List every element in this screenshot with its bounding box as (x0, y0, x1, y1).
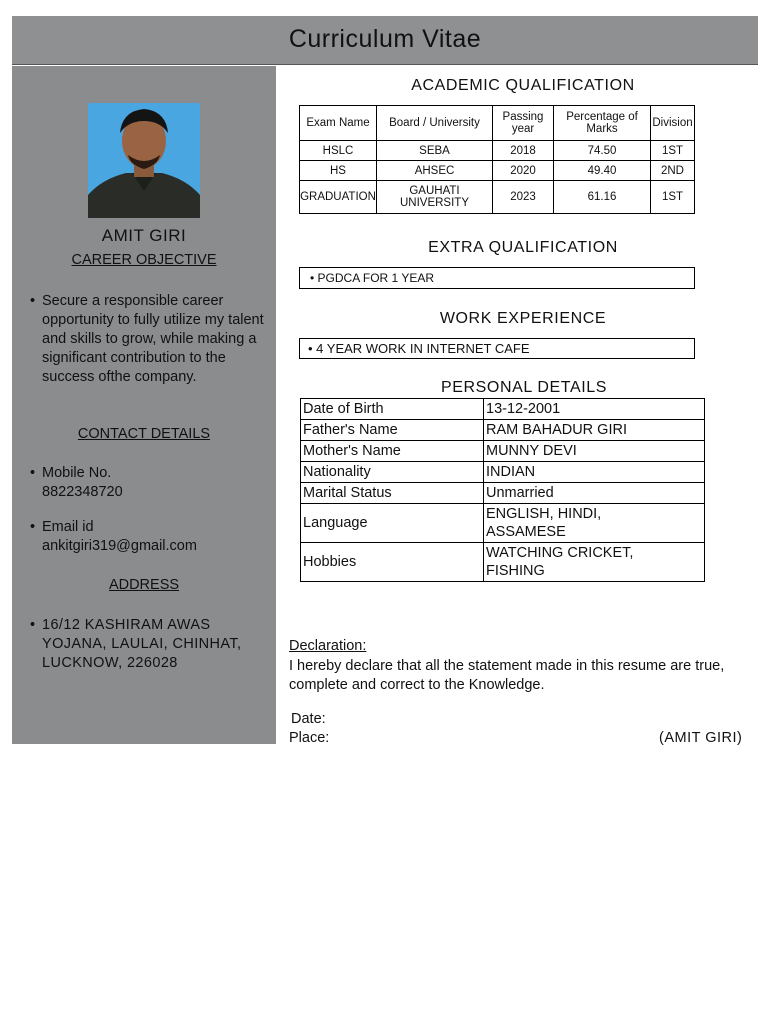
bullet: • (30, 465, 36, 481)
detail-value: 13-12-2001 (484, 399, 705, 420)
header-bar (12, 16, 758, 65)
table-row (300, 141, 695, 161)
table-row (301, 462, 705, 483)
column-header: Percentage of Marks (554, 106, 651, 141)
declaration-line: complete and correct to the Knowledge. (289, 677, 545, 693)
table-row (301, 441, 705, 462)
declaration-heading: Declaration: (289, 638, 367, 654)
bullet: • (30, 617, 36, 633)
detail-label: Father's Name (301, 420, 484, 441)
academic-table (299, 105, 695, 214)
column-header: Board / University (377, 106, 493, 141)
contact-details-heading: CONTACT DETAILS (77, 426, 211, 442)
table-header-row (300, 106, 695, 141)
column-header: Division (651, 106, 695, 141)
table-row (301, 504, 705, 543)
detail-value: INDIAN (484, 462, 705, 483)
table-cell: GRADUATION (300, 181, 377, 214)
detail-label: Language (301, 504, 484, 543)
personal-details-title: PERSONAL DETAILS (440, 379, 608, 396)
table-cell: HS (300, 161, 377, 181)
detail-value: WATCHING CRICKET, FISHING (484, 543, 705, 582)
detail-label: Nationality (301, 462, 484, 483)
detail-label: Mother's Name (301, 441, 484, 462)
detail-value: Unmarried (484, 483, 705, 504)
table-cell: 74.50 (554, 141, 651, 161)
detail-value: ENGLISH, HINDI, ASSAMESE (484, 504, 705, 543)
column-header: Exam Name (300, 106, 377, 141)
detail-value: MUNNY DEVI (484, 441, 705, 462)
career-objective-heading: CAREER OBJECTIVE (71, 252, 217, 268)
declaration-text (289, 657, 759, 695)
table-row (301, 399, 705, 420)
column-header: Passing year (493, 106, 554, 141)
table-cell: AHSEC (377, 161, 493, 181)
detail-label: Hobbies (301, 543, 484, 582)
work-experience-box (299, 338, 695, 359)
email-value: ankitgiri319@gmail.com (42, 538, 197, 554)
table-cell: 2ND (651, 161, 695, 181)
email-item (30, 518, 274, 556)
address-body: 16/12 KASHIRAM AWAS YOJANA, LAULAI, CHINHAT, LUCKNOW, 226028 (42, 617, 242, 671)
table-cell: SEBA (377, 141, 493, 161)
table-row (300, 181, 695, 214)
table-cell: 2023 (493, 181, 554, 214)
academic-qualification-title: ACADEMIC QUALIFICATION (411, 77, 635, 94)
career-objective-text (30, 292, 274, 387)
address-heading: ADDRESS (108, 577, 180, 593)
personal-details-table (300, 398, 705, 582)
table-cell: GAUHATI UNIVERSITY (377, 181, 493, 214)
date-label: Date: (291, 711, 326, 727)
bullet: • (30, 293, 36, 309)
mobile-label: Mobile No. (42, 465, 112, 481)
page-title: Curriculum Vitae (288, 25, 482, 53)
bullet: • (30, 519, 36, 535)
declaration-line: I hereby declare that all the statement made in this resume are true, (289, 658, 725, 674)
career-objective-body: Secure a responsible career opportunity to fully utilize my talent and skills to grow, while making a significant contribution to the success ofthe company. (42, 293, 264, 385)
detail-label: Date of Birth (301, 399, 484, 420)
address-text (30, 616, 242, 673)
sidebar (12, 66, 276, 744)
extra-qualification-box (299, 267, 695, 289)
extra-qualification-title: EXTRA QUALIFICATION (428, 239, 618, 256)
table-row (301, 543, 705, 582)
table-cell: HSLC (300, 141, 377, 161)
table-cell: 2018 (493, 141, 554, 161)
mobile-value: 8822348720 (42, 484, 123, 500)
table-row (301, 483, 705, 504)
candidate-name: AMIT GIRI (101, 226, 187, 245)
email-label: Email id (42, 519, 94, 535)
table-cell: 1ST (651, 181, 695, 214)
table-row (301, 420, 705, 441)
table-cell: 2020 (493, 161, 554, 181)
mobile-item (30, 464, 274, 502)
work-experience-item: • 4 YEAR WORK IN INTERNET CAFE (308, 341, 530, 356)
signature-name: (AMIT GIRI) (659, 730, 743, 746)
extra-qualification-item: • PGDCA FOR 1 YEAR (310, 271, 435, 285)
table-row (300, 161, 695, 181)
place-label: Place: (289, 730, 330, 746)
table-cell: 61.16 (554, 181, 651, 214)
profile-photo (88, 103, 200, 218)
table-cell: 1ST (651, 141, 695, 161)
table-cell: 49.40 (554, 161, 651, 181)
person-photo-icon (88, 103, 200, 218)
work-experience-title: WORK EXPERIENCE (439, 310, 607, 327)
detail-value: RAM BAHADUR GIRI (484, 420, 705, 441)
detail-label: Marital Status (301, 483, 484, 504)
